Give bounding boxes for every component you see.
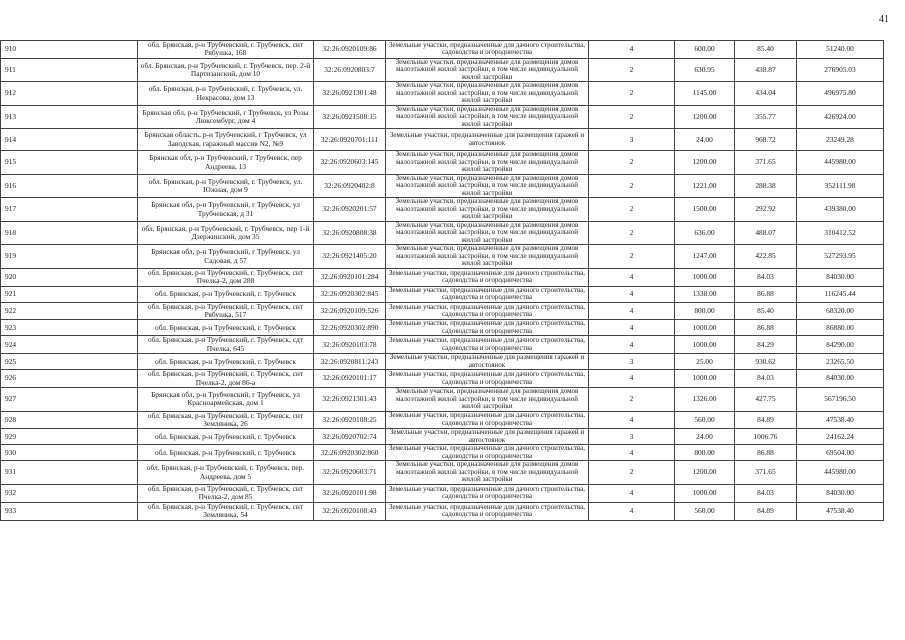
- cadastral-value-cell: 496975.80: [797, 82, 884, 106]
- group-cell: 4: [589, 302, 675, 320]
- cadastral-number-cell: 32:26:0920302:845: [314, 286, 386, 302]
- address-cell: обл. Брянская, р-н Трубчевский, г. Трубчевск, пер. Андреева, дом 5: [138, 461, 314, 485]
- cadastral-value-cell: 69504.00: [797, 445, 884, 461]
- area-cell: 630.95: [675, 58, 735, 82]
- cadastral-number-cell: 32:26:0920302:890: [314, 320, 386, 336]
- area-cell: 600.00: [675, 41, 735, 59]
- group-cell: 2: [589, 245, 675, 269]
- specific-value-cell: 355.77: [735, 105, 797, 129]
- cadastral-number-cell: 32:26:0920701:111: [314, 129, 386, 151]
- land-use-cell: Земельные участки, предназначенные для размещения домов малоэтажной жилой застройки, в том числе индивидуальной жилой застройки: [386, 461, 589, 485]
- cadastral-number-cell: 32:26:0921405:20: [314, 245, 386, 269]
- area-cell: 560.00: [675, 502, 735, 520]
- group-cell: 2: [589, 388, 675, 412]
- cadastral-value-cell: 23265.50: [797, 354, 884, 370]
- row-number: 930: [1, 445, 138, 461]
- area-cell: 25.00: [675, 354, 735, 370]
- specific-value-cell: 292.92: [735, 198, 797, 222]
- address-cell: обл. Брянская, р-н Трубчевский, г. Трубчевск, снт Пчелка-2, дом 85: [138, 484, 314, 502]
- group-cell: 2: [589, 221, 675, 245]
- area-cell: 24.00: [675, 429, 735, 445]
- table-row: [1, 129, 884, 151]
- cadastral-value-cell: 527293.95: [797, 245, 884, 269]
- row-number: 933: [1, 502, 138, 520]
- land-use-cell: Земельные участки, предназначенные для дачного строительства, садоводства и огородничества: [386, 445, 589, 461]
- specific-value-cell: 288.38: [735, 174, 797, 198]
- group-cell: 2: [589, 198, 675, 222]
- group-cell: 2: [589, 105, 675, 129]
- cadastral-value-cell: 86880.00: [797, 320, 884, 336]
- cadastral-value-cell: 51240.00: [797, 41, 884, 59]
- area-cell: 1338.00: [675, 286, 735, 302]
- land-use-cell: Земельные участки, предназначенные для дачного строительства, садоводства и огородничества: [386, 502, 589, 520]
- row-number: 912: [1, 82, 138, 106]
- row-number: 910: [1, 41, 138, 59]
- row-number: 915: [1, 151, 138, 175]
- address-cell: обл. Брянская, р-н Трубчевский, г. Трубчевск, сдт Пчелка, 645: [138, 336, 314, 354]
- cadastral-value-cell: 445980.00: [797, 461, 884, 485]
- area-cell: 800.00: [675, 445, 735, 461]
- specific-value-cell: 84.03: [735, 268, 797, 286]
- area-cell: 1200.00: [675, 105, 735, 129]
- cadastral-number-cell: 32:26:0920201:57: [314, 198, 386, 222]
- specific-value-cell: 930.62: [735, 354, 797, 370]
- group-cell: 4: [589, 268, 675, 286]
- area-cell: 1000.00: [675, 336, 735, 354]
- table-row: [1, 245, 884, 269]
- table-row: [1, 174, 884, 198]
- table-row: [1, 221, 884, 245]
- cadastral-value-cell: 567196.50: [797, 388, 884, 412]
- cadastral-value-table: [0, 40, 884, 521]
- land-use-cell: Земельные участки, предназначенные для размещения домов малоэтажной жилой застройки, в том числе индивидуальной жилой застройки: [386, 388, 589, 412]
- table-row: [1, 411, 884, 429]
- cadastral-value-cell: 439380.00: [797, 198, 884, 222]
- table-row: [1, 82, 884, 106]
- cadastral-number-cell: 32:26:0920603:145: [314, 151, 386, 175]
- table-row: [1, 320, 884, 336]
- group-cell: 4: [589, 411, 675, 429]
- group-cell: 3: [589, 429, 675, 445]
- address-cell: обл. Брянская, р-н Трубчевский, г. Трубчевск, ул. Некрасова, дом 13: [138, 82, 314, 106]
- cadastral-value-cell: 84030.00: [797, 370, 884, 388]
- table-row: [1, 286, 884, 302]
- cadastral-number-cell: 32:26:0920101:98: [314, 484, 386, 502]
- cadastral-number-cell: 32:26:0920302:860: [314, 445, 386, 461]
- specific-value-cell: 434.04: [735, 82, 797, 106]
- area-cell: 1145.00: [675, 82, 735, 106]
- address-cell: обл. Брянская, р-н Трубчевский, г. Трубчевск: [138, 320, 314, 336]
- group-cell: 4: [589, 41, 675, 59]
- cadastral-number-cell: 32:26:0920109:526: [314, 302, 386, 320]
- cadastral-number-cell: 32:26:0921301:43: [314, 388, 386, 412]
- area-cell: 1247.00: [675, 245, 735, 269]
- specific-value-cell: 84.89: [735, 411, 797, 429]
- cadastral-number-cell: 32:26:0920103:78: [314, 336, 386, 354]
- address-cell: Брянская обл, р-н Трубчевский, г Трубчевск, ул Садовая, д 57: [138, 245, 314, 269]
- area-cell: 1326.00: [675, 388, 735, 412]
- land-use-cell: Земельные участки, предназначенные для дачного строительства, садоводства и огородничества: [386, 268, 589, 286]
- cadastral-value-cell: 445980.00: [797, 151, 884, 175]
- address-cell: Брянская обл, р-н Трубчевский, г Трубчевск, ул Красноармейская, дом 1: [138, 388, 314, 412]
- table-row: [1, 41, 884, 59]
- specific-value-cell: 84.29: [735, 336, 797, 354]
- group-cell: 3: [589, 129, 675, 151]
- specific-value-cell: 84.89: [735, 502, 797, 520]
- land-use-cell: Земельные участки, предназначенные для размещения гаражей и автостоянок: [386, 354, 589, 370]
- cadastral-value-cell: 84030.00: [797, 484, 884, 502]
- table-row: [1, 302, 884, 320]
- group-cell: 4: [589, 484, 675, 502]
- specific-value-cell: 1006.76: [735, 429, 797, 445]
- table-row: [1, 429, 884, 445]
- land-use-cell: Земельные участки, предназначенные для размещения домов малоэтажной жилой застройки, в том числе индивидуальной жилой застройки: [386, 198, 589, 222]
- specific-value-cell: 488.07: [735, 221, 797, 245]
- row-number: 932: [1, 484, 138, 502]
- cadastral-value-cell: 276905.03: [797, 58, 884, 82]
- land-use-cell: Земельные участки, предназначенные для размещения гаражей и автостоянок: [386, 429, 589, 445]
- land-use-cell: Земельные участки, предназначенные для размещения домов малоэтажной жилой застройки, в том числе индивидуальной жилой застройки: [386, 151, 589, 175]
- specific-value-cell: 422.85: [735, 245, 797, 269]
- area-cell: 1200.00: [675, 461, 735, 485]
- table-row: [1, 354, 884, 370]
- land-use-cell: Земельные участки, предназначенные для дачного строительства, садоводства и огородничества: [386, 41, 589, 59]
- table-row: [1, 198, 884, 222]
- area-cell: 24.00: [675, 129, 735, 151]
- row-number: 920: [1, 268, 138, 286]
- page-number: 41: [879, 14, 889, 25]
- row-number: 919: [1, 245, 138, 269]
- land-use-cell: Земельные участки, предназначенные для дачного строительства, садоводства и огородничества: [386, 336, 589, 354]
- row-number: 923: [1, 320, 138, 336]
- specific-value-cell: 86.88: [735, 320, 797, 336]
- specific-value-cell: 371.65: [735, 461, 797, 485]
- address-cell: Брянская обл, р-н Трубчевский, г Трубчевск, ул Розы Люксембург, дом 4: [138, 105, 314, 129]
- cadastral-number-cell: 32:26:0920402:8: [314, 174, 386, 198]
- land-use-cell: Земельные участки, предназначенные для дачного строительства, садоводства и огородничества: [386, 286, 589, 302]
- cadastral-number-cell: 32:26:0920108:43: [314, 502, 386, 520]
- table-row: [1, 105, 884, 129]
- cadastral-value-cell: 116245.44: [797, 286, 884, 302]
- row-number: 921: [1, 286, 138, 302]
- group-cell: 2: [589, 461, 675, 485]
- address-cell: обл. Брянская, р-н Трубчевский, г. Трубчевск: [138, 354, 314, 370]
- address-cell: обл. Брянская, р-н Трубчевский, г. Трубчевск: [138, 286, 314, 302]
- land-use-cell: Земельные участки, предназначенные для размещения домов малоэтажной жилой застройки, в том числе индивидуальной жилой застройки: [386, 105, 589, 129]
- table-row: [1, 461, 884, 485]
- land-use-cell: Земельные участки, предназначенные для размещения домов малоэтажной жилой застройки, в том числе индивидуальной жилой застройки: [386, 221, 589, 245]
- specific-value-cell: 84.03: [735, 370, 797, 388]
- table-row: [1, 484, 884, 502]
- area-cell: 1000.00: [675, 370, 735, 388]
- group-cell: 4: [589, 445, 675, 461]
- cadastral-value-cell: 47538.40: [797, 411, 884, 429]
- table-row: [1, 445, 884, 461]
- specific-value-cell: 438.87: [735, 58, 797, 82]
- cadastral-number-cell: 32:26:0920108:25: [314, 411, 386, 429]
- land-use-cell: Земельные участки, предназначенные для размещения домов малоэтажной жилой застройки, в том числе индивидуальной жилой застройки: [386, 82, 589, 106]
- table-row: [1, 336, 884, 354]
- specific-value-cell: 85.40: [735, 302, 797, 320]
- group-cell: 2: [589, 82, 675, 106]
- area-cell: 1500.00: [675, 198, 735, 222]
- address-cell: обл. Брянская, р-н Трубчевский, г. Трубчевск: [138, 429, 314, 445]
- group-cell: 2: [589, 174, 675, 198]
- specific-value-cell: 84.03: [735, 484, 797, 502]
- group-cell: 4: [589, 336, 675, 354]
- cadastral-value-cell: 47538.40: [797, 502, 884, 520]
- address-cell: обл. Брянская, р-н Трубчевский, г. Трубчевск, снт Рябушка, 168: [138, 41, 314, 59]
- table-row: [1, 151, 884, 175]
- group-cell: 2: [589, 58, 675, 82]
- address-cell: обл. Брянская, р-н Трубчевский, г. Трубчевск: [138, 445, 314, 461]
- table-row: [1, 502, 884, 520]
- cadastral-number-cell: 32:26:0920702:74: [314, 429, 386, 445]
- row-number: 927: [1, 388, 138, 412]
- specific-value-cell: 86.88: [735, 445, 797, 461]
- address-cell: обл. Брянская, р-н Трубчевский, г. Трубчевск, снт Земляника, 26: [138, 411, 314, 429]
- cadastral-number-cell: 32:26:0920811:243: [314, 354, 386, 370]
- cadastral-value-cell: 24162.24: [797, 429, 884, 445]
- area-cell: 1000.00: [675, 484, 735, 502]
- cadastral-value-cell: 426924.00: [797, 105, 884, 129]
- cadastral-value-cell: 310412.52: [797, 221, 884, 245]
- specific-value-cell: 968.72: [735, 129, 797, 151]
- address-cell: Брянская область, р-н Трубчевский, г Трубчевск, ул Заводская, гаражный массив N2, №9: [138, 129, 314, 151]
- cadastral-number-cell: 32:26:0920803:7: [314, 58, 386, 82]
- address-cell: обл. Брянская, р-н Трубчевский, г. Трубчевск, снт Пчелка-2, дом 288: [138, 268, 314, 286]
- cadastral-number-cell: 32:26:0920808:38: [314, 221, 386, 245]
- cadastral-value-cell: 84290.00: [797, 336, 884, 354]
- specific-value-cell: 86.88: [735, 286, 797, 302]
- row-number: 914: [1, 129, 138, 151]
- area-cell: 800.00: [675, 302, 735, 320]
- row-number: 929: [1, 429, 138, 445]
- group-cell: 4: [589, 370, 675, 388]
- land-use-cell: Земельные участки, предназначенные для размещения домов малоэтажной жилой застройки, в том числе индивидуальной жилой застройки: [386, 245, 589, 269]
- row-number: 911: [1, 58, 138, 82]
- row-number: 924: [1, 336, 138, 354]
- specific-value-cell: 85.40: [735, 41, 797, 59]
- specific-value-cell: 427.75: [735, 388, 797, 412]
- cadastral-number-cell: 32:26:0920603:71: [314, 461, 386, 485]
- land-use-cell: Земельные участки, предназначенные для размещения домов малоэтажной жилой застройки, в том числе индивидуальной жилой застройки: [386, 58, 589, 82]
- group-cell: 3: [589, 354, 675, 370]
- row-number: 913: [1, 105, 138, 129]
- area-cell: 1200.00: [675, 151, 735, 175]
- cadastral-number-cell: 32:26:0920109:86: [314, 41, 386, 59]
- land-use-cell: Земельные участки, предназначенные для дачного строительства, садоводства и огородничества: [386, 484, 589, 502]
- cadastral-number-cell: 32:26:0921301:48: [314, 82, 386, 106]
- table-row: [1, 58, 884, 82]
- address-cell: Брянская обл, р-н Трубчевский, г Трубчевск, пер Андреева, 13: [138, 151, 314, 175]
- cadastral-number-cell: 32:26:0920101:17: [314, 370, 386, 388]
- cadastral-value-cell: 352111.98: [797, 174, 884, 198]
- address-cell: обл. Брянская, р-н Трубчевский, г. Трубчевск, пер 1-й Дзержинский, дом 35: [138, 221, 314, 245]
- row-number: 922: [1, 302, 138, 320]
- cadastral-number-cell: 32:26:0921508:15: [314, 105, 386, 129]
- row-number: 928: [1, 411, 138, 429]
- row-number: 916: [1, 174, 138, 198]
- area-cell: 1221.00: [675, 174, 735, 198]
- cadastral-value-cell: 84030.00: [797, 268, 884, 286]
- address-cell: обл. Брянская, р-н Трубчевский, г. Трубчевск, ул. Южная, дом 9: [138, 174, 314, 198]
- address-cell: обл. Брянская, р-н Трубчевский, г. Трубчевск, снт Рябушка, 517: [138, 302, 314, 320]
- row-number: 925: [1, 354, 138, 370]
- land-use-cell: Земельные участки, предназначенные для размещения гаражей и автостоянок: [386, 129, 589, 151]
- row-number: 931: [1, 461, 138, 485]
- land-use-cell: Земельные участки, предназначенные для дачного строительства, садоводства и огородничества: [386, 370, 589, 388]
- land-use-cell: Земельные участки, предназначенные для дачного строительства, садоводства и огородничества: [386, 411, 589, 429]
- land-use-cell: Земельные участки, предназначенные для дачного строительства, садоводства и огородничества: [386, 320, 589, 336]
- table-row: [1, 268, 884, 286]
- group-cell: 4: [589, 286, 675, 302]
- cadastral-number-cell: 32:26:0920101:284: [314, 268, 386, 286]
- group-cell: 4: [589, 502, 675, 520]
- specific-value-cell: 371.65: [735, 151, 797, 175]
- cadastral-value-cell: 68320.00: [797, 302, 884, 320]
- table-row: [1, 388, 884, 412]
- row-number: 926: [1, 370, 138, 388]
- group-cell: 4: [589, 320, 675, 336]
- table-body: [1, 41, 884, 521]
- address-cell: Брянская обл, р-н Трубчевский, г Трубчевск, ул Трубчевская, д 31: [138, 198, 314, 222]
- row-number: 918: [1, 221, 138, 245]
- land-use-cell: Земельные участки, предназначенные для размещения домов малоэтажной жилой застройки, в том числе индивидуальной жилой застройки: [386, 174, 589, 198]
- area-cell: 636.00: [675, 221, 735, 245]
- address-cell: обл. Брянская, р-н Трубчевский, г. Трубчевск, снт Земляника, 54: [138, 502, 314, 520]
- area-cell: 1000.00: [675, 320, 735, 336]
- land-use-cell: Земельные участки, предназначенные для дачного строительства, садоводства и огородничества: [386, 302, 589, 320]
- area-cell: 1000.00: [675, 268, 735, 286]
- table-row: [1, 370, 884, 388]
- group-cell: 2: [589, 151, 675, 175]
- area-cell: 560.00: [675, 411, 735, 429]
- address-cell: обл. Брянская, р-н Трубчевский, г. Трубчевск, снт Пчелка-2, дом 86-а: [138, 370, 314, 388]
- cadastral-value-cell: 23249.28: [797, 129, 884, 151]
- address-cell: обл. Брянская, р-н Трубчевский, г. Трубчевск, пер. 2-й Партизанский, дом 10: [138, 58, 314, 82]
- row-number: 917: [1, 198, 138, 222]
